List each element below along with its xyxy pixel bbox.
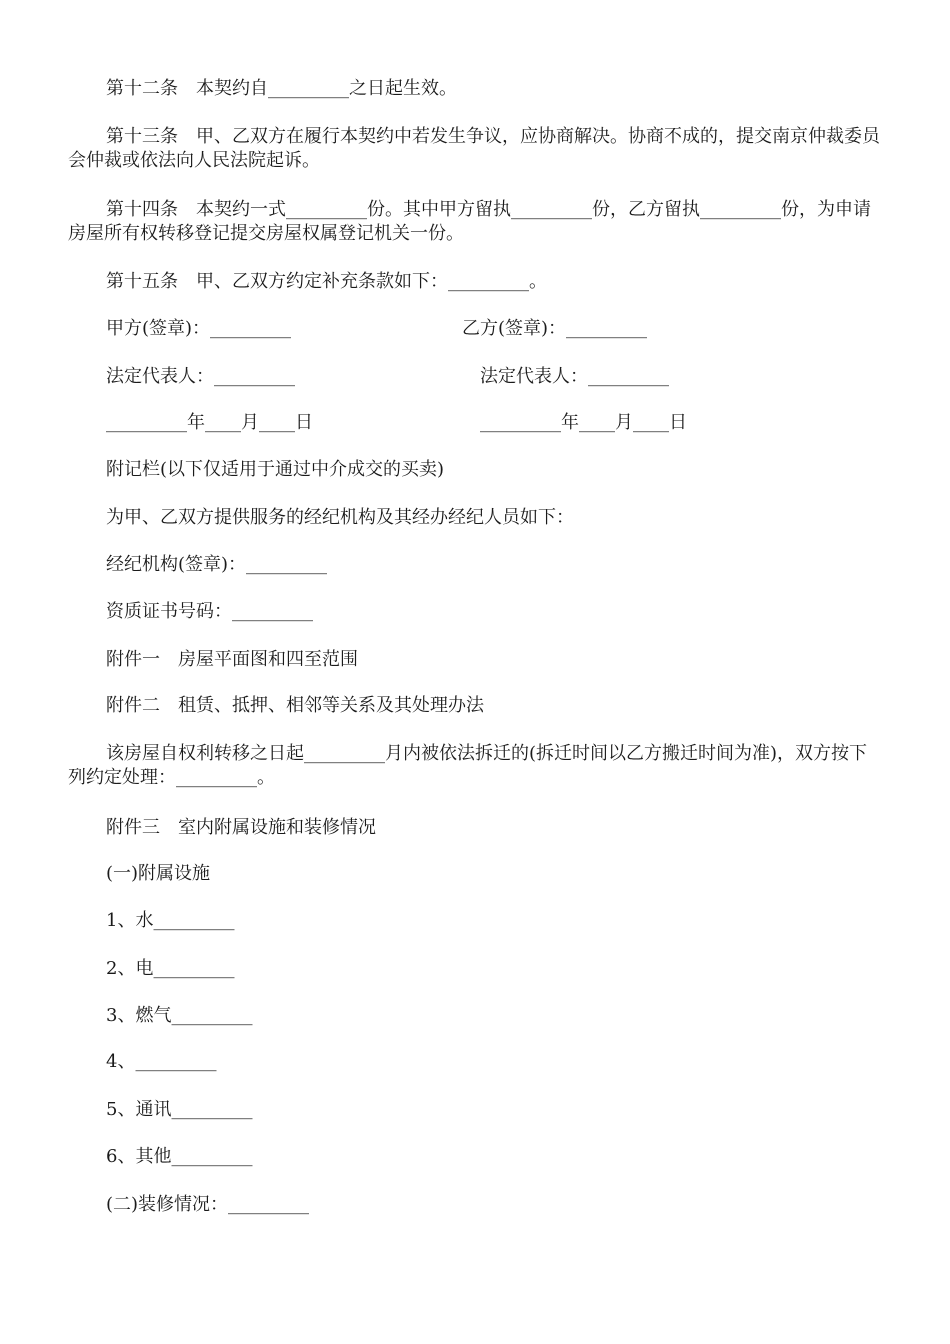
facility-electricity: 2、电_________ [106, 958, 235, 979]
party-b-representative: 法定代表人：_________ [480, 366, 669, 387]
facility-water: 1、水_________ [106, 910, 235, 931]
agency-signature: 经纪机构(签章)：_________ [106, 554, 328, 575]
facilities-title: (一)附属设施 [106, 863, 211, 884]
attachment-3: 附件三 室内附属设施和装修情况 [106, 817, 376, 838]
facility-gas: 3、燃气_________ [106, 1005, 253, 1026]
clause-15: 第十五条 甲、乙双方约定补充条款如下：_________。 [106, 271, 547, 292]
decoration-status: (二)装修情况：_________ [106, 1194, 310, 1215]
facility-blank: 4、_________ [106, 1051, 217, 1072]
attachment-2: 附件二 租赁、抵押、相邻等关系及其处理办法 [106, 695, 484, 716]
party-a-signature: 甲方(签章)：_________ [106, 318, 292, 339]
attachment-2-body: 该房屋自权利转移之日起_________月内被依法拆迁的(拆迁时间以乙方搬迁时间为准)，双方按下列约定处理：_________。 [68, 743, 868, 788]
party-a-date: _________年____月____日 [106, 412, 313, 433]
certificate-number: 资质证书号码：_________ [106, 601, 313, 622]
clause-12: 第十二条 本契约自_________之日起生效。 [106, 78, 457, 99]
facility-other: 6、其他_________ [106, 1146, 253, 1167]
clause-14: 第十四条 本契约一式_________份。其中甲方留执_________份，乙方留执_________份，为申请房屋所有权转移登记提交房屋权属登记机关一份。 [68, 199, 871, 244]
note-title: 附记栏(以下仅适用于通过中介成交的买卖) [106, 459, 445, 480]
facility-telecom: 5、通讯_________ [106, 1099, 253, 1120]
attachment-1: 附件一 房屋平面图和四至范围 [106, 649, 358, 670]
clause-13: 第十三条 甲、乙双方在履行本契约中若发生争议，应协商解决。协商不成的，提交南京仲裁委员会仲裁或依法向人民法院起诉。 [68, 126, 880, 171]
party-a-representative: 法定代表人：_________ [106, 366, 295, 387]
party-b-signature: 乙方(签章)：_________ [462, 318, 648, 339]
note-intro: 为甲、乙双方提供服务的经纪机构及其经办经纪人员如下： [106, 507, 574, 528]
party-b-date: _________年____月____日 [480, 412, 687, 433]
